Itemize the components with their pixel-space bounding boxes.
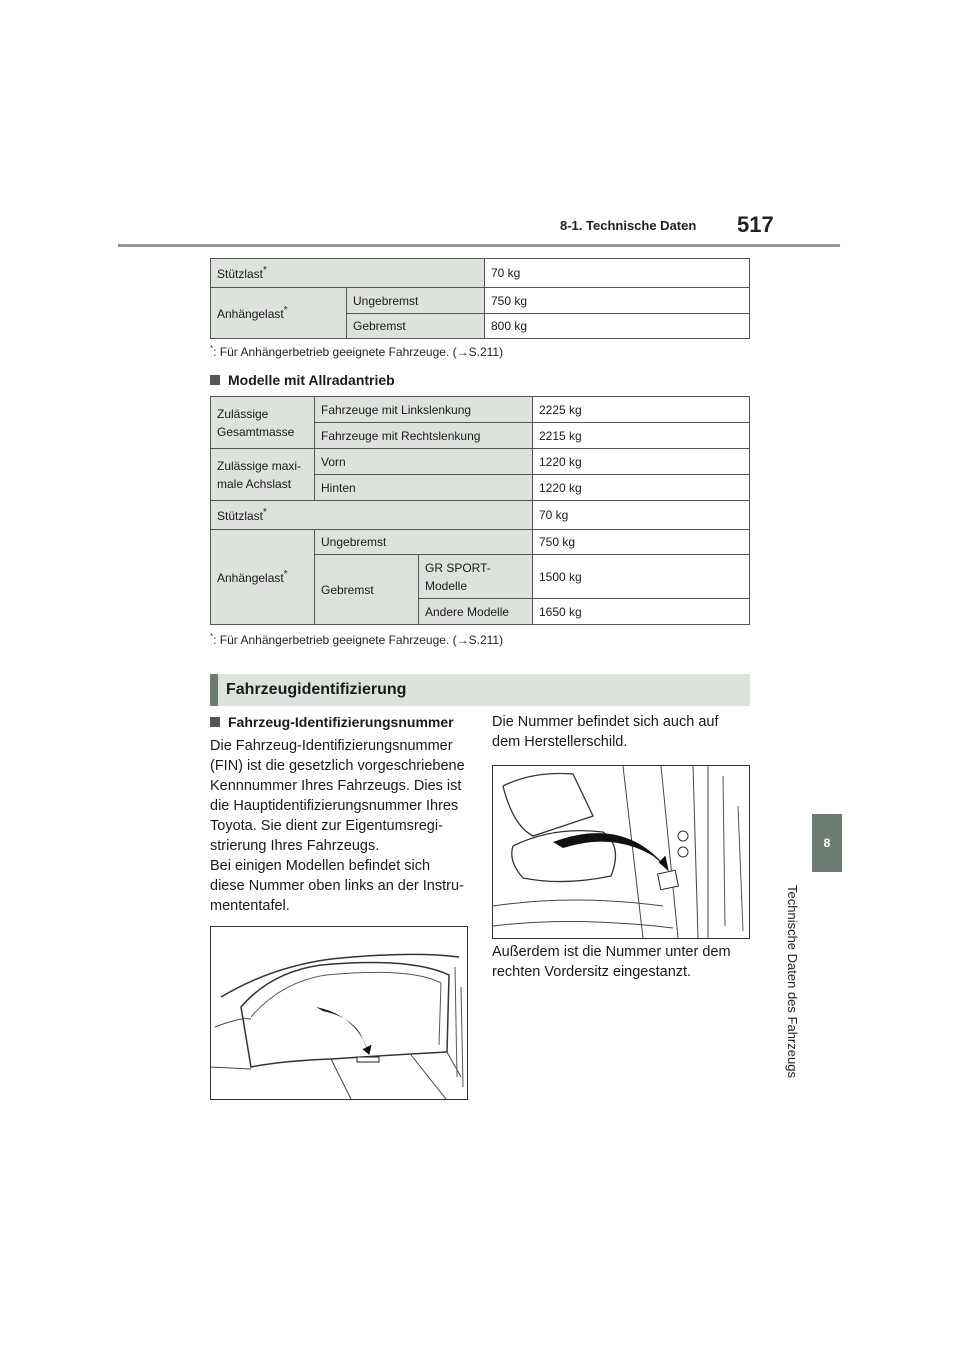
linkslenkung-value: 2225 kg <box>533 397 750 423</box>
seat-illustration <box>493 766 749 938</box>
rechtslenkung-label: Fahrzeuge mit Rechtslenkung <box>315 423 533 449</box>
awd-heading: Modelle mit Allradantrieb <box>210 372 395 388</box>
ungebremst-label: Ungebremst <box>347 288 485 314</box>
stuetzlast-label-awd: Stützlast* <box>211 501 533 530</box>
plate-paragraph: Die Nummer befindet sich auch auf dem Herstellerschild. <box>492 714 719 750</box>
achslast-label: Zulässige maxi- male Achslast <box>211 449 315 501</box>
fin-paragraph-1: Die Fahrzeug-Identifizierungsnummer (FIN) ist die gesetzlich vorgeschriebene Kennnummer Ihres Fahrzeugs. Dies ist die Hauptidentifizierungsnummer Ihres Toyota. Sie dient zur Eigentumsregi-strierung Ihres Fahrzeugs. <box>210 738 465 854</box>
gebremst-value: 800 kg <box>485 314 750 339</box>
stuetzlast-value: 70 kg <box>485 259 750 288</box>
gebremst-label: Gebremst <box>347 314 485 339</box>
linkslenkung-label: Fahrzeuge mit Linkslenkung <box>315 397 533 423</box>
seat-figure <box>492 765 750 939</box>
seat-paragraph: Außerdem ist die Nummer unter dem rechten Vordersitz eingestanzt. <box>492 944 731 980</box>
grsport-value: 1500 kg <box>533 555 750 599</box>
chapter-side-title-text: Technische Daten des Fahrzeugs <box>785 885 800 1078</box>
ungebremst-label-awd: Ungebremst <box>315 530 533 555</box>
windshield-figure <box>210 926 468 1100</box>
gesamtmasse-label: Zulässige Gesamtmasse <box>211 397 315 449</box>
section-heading-bar: Fahrzeugidentifizierung <box>210 674 750 706</box>
ungebremst-value: 750 kg <box>485 288 750 314</box>
andere-modelle-value: 1650 kg <box>533 599 750 625</box>
hinten-value: 1220 kg <box>533 475 750 501</box>
andere-modelle-label: Andere Modelle <box>419 599 533 625</box>
chapter-tab[interactable]: 8 <box>812 814 842 872</box>
awd-weight-table <box>210 396 750 625</box>
fin-paragraph-2: Bei einigen Modellen befindet sich diese Nummer oben links an der Instru-mententafel. <box>210 858 464 914</box>
stuetzlast-label: Stützlast* <box>211 259 485 288</box>
bullet-square-icon <box>210 375 220 385</box>
ungebremst-value-awd: 750 kg <box>533 530 750 555</box>
stuetzlast-value-awd: 70 kg <box>533 501 750 530</box>
section-title: 8-1. Technische Daten <box>560 218 697 233</box>
footnote-2: *: Für Anhängerbetrieb geeignete Fahrzeuge. (→S.211) <box>210 632 504 647</box>
vorn-value: 1220 kg <box>533 449 750 475</box>
grsport-label: GR SPORT- Modelle <box>419 555 533 599</box>
chapter-side-title <box>780 885 800 1090</box>
vorn-label: Vorn <box>315 449 533 475</box>
header-divider <box>118 244 840 247</box>
trailer-table-top <box>210 258 750 339</box>
footnote-1: *: Für Anhängerbetrieb geeignete Fahrzeuge. (→S.211) <box>210 344 504 359</box>
anhaengelast-label-awd: Anhängelast* <box>211 530 315 625</box>
rechtslenkung-value: 2215 kg <box>533 423 750 449</box>
hinten-label: Hinten <box>315 475 533 501</box>
gebremst-label-awd: Gebremst <box>315 555 419 625</box>
anhaengelast-label: Anhängelast* <box>211 288 347 339</box>
page-number: 517 <box>737 212 774 237</box>
bullet-square-icon <box>210 717 220 727</box>
windshield-illustration <box>211 927 467 1099</box>
fin-heading: Fahrzeug-Identifizierungsnummer <box>210 714 454 730</box>
